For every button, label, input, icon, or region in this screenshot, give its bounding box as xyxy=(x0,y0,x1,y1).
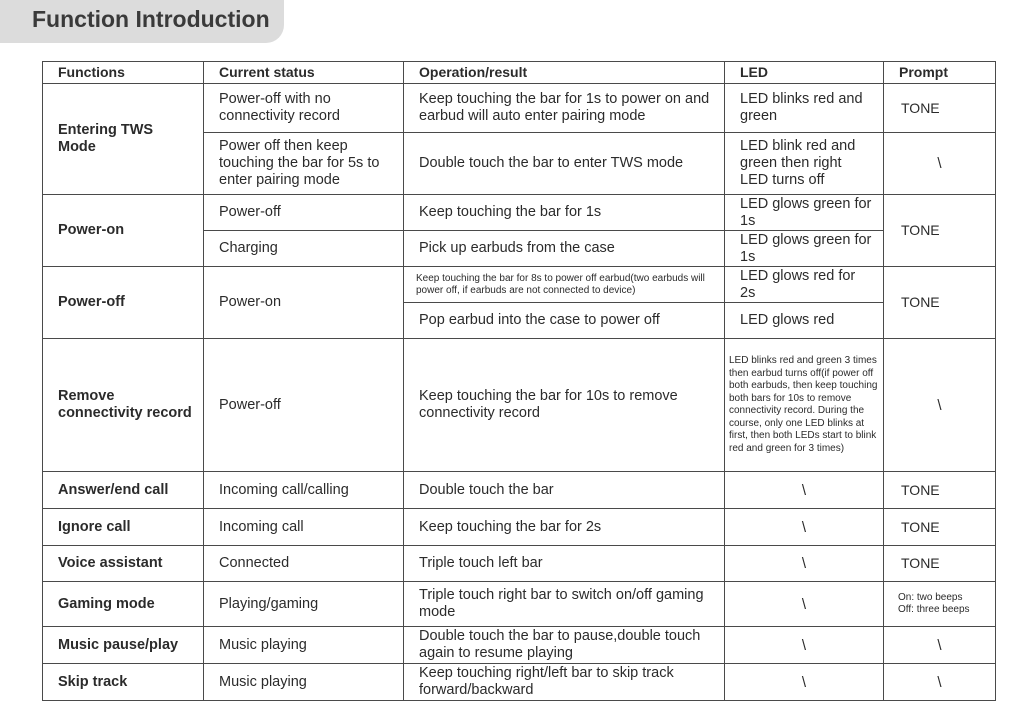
table-row xyxy=(43,267,996,303)
page-title: Function Introduction xyxy=(32,6,270,32)
prompt-cell: TONE xyxy=(884,195,996,267)
status-cell: Incoming call xyxy=(204,509,404,546)
operation-cell: Double touch the bar xyxy=(404,472,725,509)
prompt-cell xyxy=(884,582,996,627)
header-status: Current status xyxy=(204,62,404,84)
led-cell: \ xyxy=(725,664,884,701)
prompt-cell: \ xyxy=(884,627,996,664)
led-cell: \ xyxy=(725,546,884,582)
prompt-cell: TONE xyxy=(884,472,996,509)
table-row xyxy=(43,664,996,701)
header-functions: Functions xyxy=(43,62,204,84)
header-row xyxy=(43,62,996,84)
function-cell: Power-off xyxy=(43,267,204,339)
status-cell: Playing/gaming xyxy=(204,582,404,627)
operation-cell: Keep touching right/left bar to skip track forward/backward xyxy=(404,664,725,701)
led-cell: \ xyxy=(725,509,884,546)
operation-cell: Keep touching the bar for 2s xyxy=(404,509,725,546)
operation-cell: Keep touching the bar for 8s to power off earbud(two earbuds will power off, if earbuds are not connected to device) xyxy=(404,267,725,303)
prompt-off-text: Off: three beeps xyxy=(898,604,970,615)
function-cell: Voice assistant xyxy=(43,546,204,582)
prompt-cell: \ xyxy=(884,339,996,472)
led-cell: LED glows red xyxy=(725,303,884,339)
led-cell: LED blinks red and green 3 times then earbud turns off(if power off both earbuds, then keep touching both bars for 10s to remove connectivity record. During the course, only one LED blinks at first, then both LEDs start to blink red and green for 3 times) xyxy=(725,339,884,472)
operation-cell: Double touch the bar to enter TWS mode xyxy=(404,133,725,195)
function-cell: Power-on xyxy=(43,195,204,267)
status-cell: Power off then keep touching the bar for 5s to enter pairing mode xyxy=(204,133,404,195)
header-prompt: Prompt xyxy=(884,62,996,84)
function-cell: Answer/end call xyxy=(43,472,204,509)
status-cell: Music playing xyxy=(204,664,404,701)
table-row xyxy=(43,546,996,582)
operation-cell: Keep touching the bar for 1s xyxy=(404,195,725,231)
prompt-cell: \ xyxy=(884,133,996,195)
table-row xyxy=(43,582,996,627)
led-cell: LED blink red and green then right LED turns off xyxy=(725,133,884,195)
status-cell: Power-off xyxy=(204,339,404,472)
prompt-cell: \ xyxy=(884,664,996,701)
operation-cell: Triple touch left bar xyxy=(404,546,725,582)
led-cell: LED blinks red and green xyxy=(725,84,884,133)
function-cell: Music pause/play xyxy=(43,627,204,664)
function-cell: Ignore call xyxy=(43,509,204,546)
status-cell: Power-off xyxy=(204,195,404,231)
prompt-cell: TONE xyxy=(884,546,996,582)
status-cell: Charging xyxy=(204,231,404,267)
led-cell: LED glows red for 2s xyxy=(725,267,884,303)
operation-cell: Triple touch right bar to switch on/off gaming mode xyxy=(404,582,725,627)
prompt-cell: TONE xyxy=(884,84,996,133)
function-cell: Remove connectivity record xyxy=(43,339,204,472)
operation-cell: Pick up earbuds from the case xyxy=(404,231,725,267)
table-row xyxy=(43,195,996,231)
table-row xyxy=(43,509,996,546)
status-cell: Incoming call/calling xyxy=(204,472,404,509)
led-cell: \ xyxy=(725,472,884,509)
prompt-on-text: On: two beeps xyxy=(898,592,963,603)
led-cell: LED glows green for 1s xyxy=(725,231,884,267)
led-cell: LED glows green for 1s xyxy=(725,195,884,231)
status-cell: Power-on xyxy=(204,267,404,339)
status-cell: Connected xyxy=(204,546,404,582)
led-cell: \ xyxy=(725,582,884,627)
header-led: LED xyxy=(725,62,884,84)
status-cell: Power-off with no connectivity record xyxy=(204,84,404,133)
prompt-cell: TONE xyxy=(884,509,996,546)
function-table xyxy=(42,61,996,701)
header-operation: Operation/result xyxy=(404,62,725,84)
led-cell: \ xyxy=(725,627,884,664)
table-row xyxy=(43,627,996,664)
operation-cell: Double touch the bar to pause,double touch again to resume playing xyxy=(404,627,725,664)
function-cell: Entering TWS Mode xyxy=(43,84,204,195)
operation-cell: Keep touching the bar for 10s to remove connectivity record xyxy=(404,339,725,472)
operation-cell: Keep touching the bar for 1s to power on and earbud will auto enter pairing mode xyxy=(404,84,725,133)
table-row xyxy=(43,84,996,133)
status-cell: Music playing xyxy=(204,627,404,664)
function-cell: Gaming mode xyxy=(43,582,204,627)
table-row xyxy=(43,472,996,509)
function-cell: Skip track xyxy=(43,664,204,701)
table-row xyxy=(43,339,996,472)
prompt-cell: TONE xyxy=(884,267,996,339)
operation-cell: Pop earbud into the case to power off xyxy=(404,303,725,339)
